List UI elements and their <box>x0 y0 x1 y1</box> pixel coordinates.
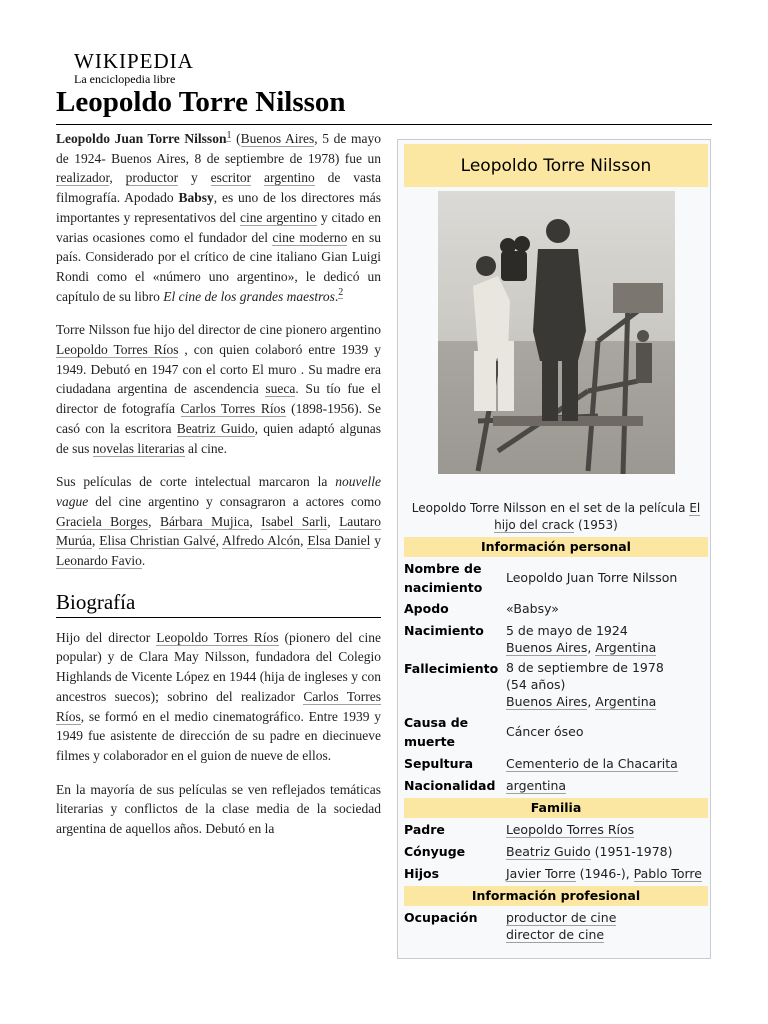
link-lautaro-murua[interactable]: Lautaro Murúa <box>56 513 382 549</box>
value-causa: Cáncer óseo <box>506 724 584 739</box>
reference-2-link[interactable]: 2 <box>338 287 344 299</box>
text: , 5 de mayo de 1924- Buenos Aires, 8 de septiembre de 1978) fue un <box>56 131 381 166</box>
text: ( <box>231 131 241 146</box>
book-title: El cine de los grandes maestros <box>163 288 335 304</box>
text: Sus películas de corte intelectual marcaron la <box>56 474 336 490</box>
paragraph-intro <box>56 129 381 306</box>
section-header-personal: Información personal <box>404 537 708 557</box>
link-argentino[interactable]: argentino <box>264 170 315 186</box>
paragraph-biografia <box>56 628 381 766</box>
caption-year: (1953) <box>574 518 618 532</box>
reference-1-link[interactable]: 1 <box>226 129 232 141</box>
text: , <box>148 513 160 529</box>
label-padre: Padre <box>404 822 445 837</box>
link-elsa-daniel[interactable]: Elsa Daniel <box>307 533 371 549</box>
value-hijos <box>506 865 710 882</box>
link-buenos-aires[interactable]: Buenos Aires <box>506 694 588 709</box>
text: . <box>141 553 146 569</box>
separator: , <box>587 694 596 709</box>
infobox <box>397 139 711 959</box>
occupation-2 <box>506 926 710 943</box>
text: , es uno de los directores más importantes y representativos del <box>56 190 381 225</box>
title-divider <box>56 124 712 125</box>
value-ocupacion <box>506 909 710 943</box>
separator: , <box>587 640 596 655</box>
link-graciela-borges[interactable]: Graciela Borges <box>56 513 149 529</box>
link-leopoldo-torres-rios[interactable]: Leopoldo Torres Ríos <box>506 822 635 837</box>
text: , <box>92 533 100 549</box>
paragraph-peliculas <box>56 780 381 839</box>
link-cine-moderno[interactable]: cine moderno <box>272 229 348 245</box>
link-argentina[interactable]: Argentina <box>595 694 657 709</box>
link-alfredo-alcon[interactable]: Alfredo Alcón <box>222 533 301 549</box>
label-nacionalidad: Nacionalidad <box>404 778 496 793</box>
photo-caption <box>404 500 708 534</box>
text: , <box>300 533 308 549</box>
link-el-hijo-del-crack[interactable]: El hijo del crack <box>494 501 701 532</box>
label-apodo: Apodo <box>404 601 449 616</box>
link-carlos-torres-rios[interactable]: Carlos Torres Ríos <box>180 401 286 417</box>
link-beatriz-guido[interactable]: Beatriz Guido <box>176 420 255 436</box>
label-nacimiento: Nacimiento <box>404 623 484 638</box>
text: , <box>109 170 126 186</box>
text: , <box>215 533 223 549</box>
text: (pionero del cine popular) y de Clara May Nilsson, fundadora del Colegio Highlands de Vicente López en 1944 (hija de ingleses y con ancestros suecos); sobrino del realizador <box>56 629 381 704</box>
link-isabel-sarli[interactable]: Isabel Sarli <box>261 513 328 529</box>
link-barbara-mujica[interactable]: Bárbara Mujica <box>159 513 250 529</box>
text: . Su tío fue el director de fotografía <box>56 381 381 417</box>
link-novelas-literarias[interactable]: novelas literarias <box>92 440 185 456</box>
link-escritor[interactable]: escritor <box>210 170 252 186</box>
text: , <box>327 513 340 529</box>
section-header-profesional: Información profesional <box>404 886 708 906</box>
link-javier-torre[interactable]: Javier Torre <box>506 866 576 881</box>
label-conyuge: Cónyuge <box>404 844 466 859</box>
reference-2[interactable] <box>338 287 343 299</box>
text: , quien adaptó algunas de sus <box>56 420 382 456</box>
link-carlos-torres-rios[interactable]: Carlos Torres Ríos <box>56 688 382 724</box>
value-conyuge <box>506 843 710 860</box>
paragraph-family <box>56 320 381 458</box>
wikipedia-logo[interactable] <box>74 50 194 86</box>
value-fallecimiento <box>506 659 710 710</box>
label-ocupacion: Ocupación <box>404 910 478 925</box>
death-place <box>506 693 710 710</box>
link-argentina[interactable]: Argentina <box>595 640 657 655</box>
text: y <box>370 533 382 549</box>
text: del cine argentino y consagraron a actores como <box>88 493 381 509</box>
logo-tagline: La enciclopedia libre <box>74 72 176 86</box>
text: Torre Nilsson fue hijo del director de cine pionero argentino <box>56 322 381 338</box>
link-leopoldo-torres-rios[interactable]: Leopoldo Torres Ríos <box>156 629 279 645</box>
label-causa: Causa de muerte <box>404 715 469 749</box>
text: de vasta filmografía. Apodado <box>56 170 381 206</box>
link-pablo-torre[interactable]: Pablo Torre <box>633 866 702 881</box>
text <box>251 170 264 185</box>
link-beatriz-guido[interactable]: Beatriz Guido <box>506 844 591 859</box>
text: y citado en varias ocasiones como el fundador del <box>56 209 381 245</box>
label-sepultura: Sepultura <box>404 756 474 771</box>
text: al cine. <box>184 440 227 456</box>
text: en su país. Considerado por el crítico de cine italiano Gian Luigi Rondi como el «número uno argentino», le dedicó un capítulo de su libro <box>56 229 381 304</box>
link-sueca[interactable]: sueca <box>265 381 296 397</box>
caption-text: Leopoldo Torre Nilsson en el set de la película <box>411 501 690 515</box>
birth-date: 5 de mayo de 1924 <box>506 623 628 638</box>
link-director-de-cine[interactable]: director de cine <box>506 927 605 942</box>
link-argentina[interactable]: argentina <box>506 778 567 793</box>
portrait-photo[interactable] <box>438 191 675 474</box>
label-nombre: Nombre de nacimiento <box>404 561 483 595</box>
death-age: (54 años) <box>506 677 566 692</box>
link-leopoldo-torres-rios[interactable]: Leopoldo Torres Ríos <box>56 342 179 358</box>
link-buenos-aires[interactable]: Buenos Aires <box>506 640 588 655</box>
label-hijos: Hijos <box>404 866 440 881</box>
text: . <box>334 288 339 304</box>
text: En la mayoría de sus películas se ven reflejados temáticas literarias y conflictos de la clase media de la sociedad argentina de aquellos años. Debutó en la <box>56 781 381 837</box>
text: Hijo del director <box>56 629 157 645</box>
text: , <box>249 513 262 529</box>
value-nacimiento <box>506 622 710 656</box>
infobox-title: Leopoldo Torre Nilsson <box>404 144 708 187</box>
text: (1898-1956). Se casó con la escritora <box>56 401 381 436</box>
value-nacionalidad <box>506 777 710 794</box>
text: y <box>178 170 211 186</box>
label-fallecimiento: Fallecimiento <box>404 661 499 676</box>
text: , con quien colaboró entre 1939 y 1949. Debutó en 1947 con el corto El muro . Su madre era ciudadana argentina de ascendencia <box>56 342 381 397</box>
section-header-familia: Familia <box>404 798 708 818</box>
death-date: 8 de septiembre de 1978 <box>506 660 664 675</box>
value-nombre: Leopoldo Juan Torre Nilsson <box>506 570 678 585</box>
value-apodo: «Babsy» <box>506 601 559 616</box>
link-leonardo-favio[interactable]: Leonardo Favio <box>56 553 142 569</box>
link-productor-de-cine[interactable]: productor de cine <box>506 910 617 925</box>
link-elisa-christian-galve[interactable]: Elisa Christian Galvé <box>99 533 216 549</box>
value-sepultura <box>506 755 710 772</box>
article-body <box>56 129 381 853</box>
link-buenos-aires[interactable]: Buenos Aires <box>240 131 315 146</box>
text: , se formó en el medio cinematográfico. Entre 1939 y 1949 fue asistente de dirección de su padre en diecinueve filmes y colaborador en el guion de nueve de ellos. <box>56 708 381 763</box>
film-set-photo-icon <box>438 191 675 474</box>
paragraph-actors <box>56 472 381 571</box>
child-years: (1946-), <box>575 866 634 881</box>
birth-place <box>506 639 710 656</box>
page-title: Leopoldo Torre Nilsson <box>56 86 346 118</box>
link-realizador[interactable]: realizador <box>56 170 110 186</box>
section-heading-biografia: Biografía <box>56 589 381 618</box>
nouvelle-vague-italic: nouvelle vague <box>56 474 381 509</box>
marriage-years: (1951-1978) <box>590 844 673 859</box>
link-cementerio-chacarita[interactable]: Cementerio de la Chacarita <box>506 756 678 771</box>
lead-name: Leopoldo Juan Torre Nilsson <box>56 131 227 146</box>
link-productor[interactable]: productor <box>125 170 179 186</box>
logo-wordmark: WIKIPEDIA <box>74 49 194 73</box>
link-cine-argentino[interactable]: cine argentino <box>240 209 318 225</box>
value-padre <box>506 821 710 838</box>
nickname-bold: Babsy <box>178 190 214 206</box>
occupation-1 <box>506 909 710 926</box>
